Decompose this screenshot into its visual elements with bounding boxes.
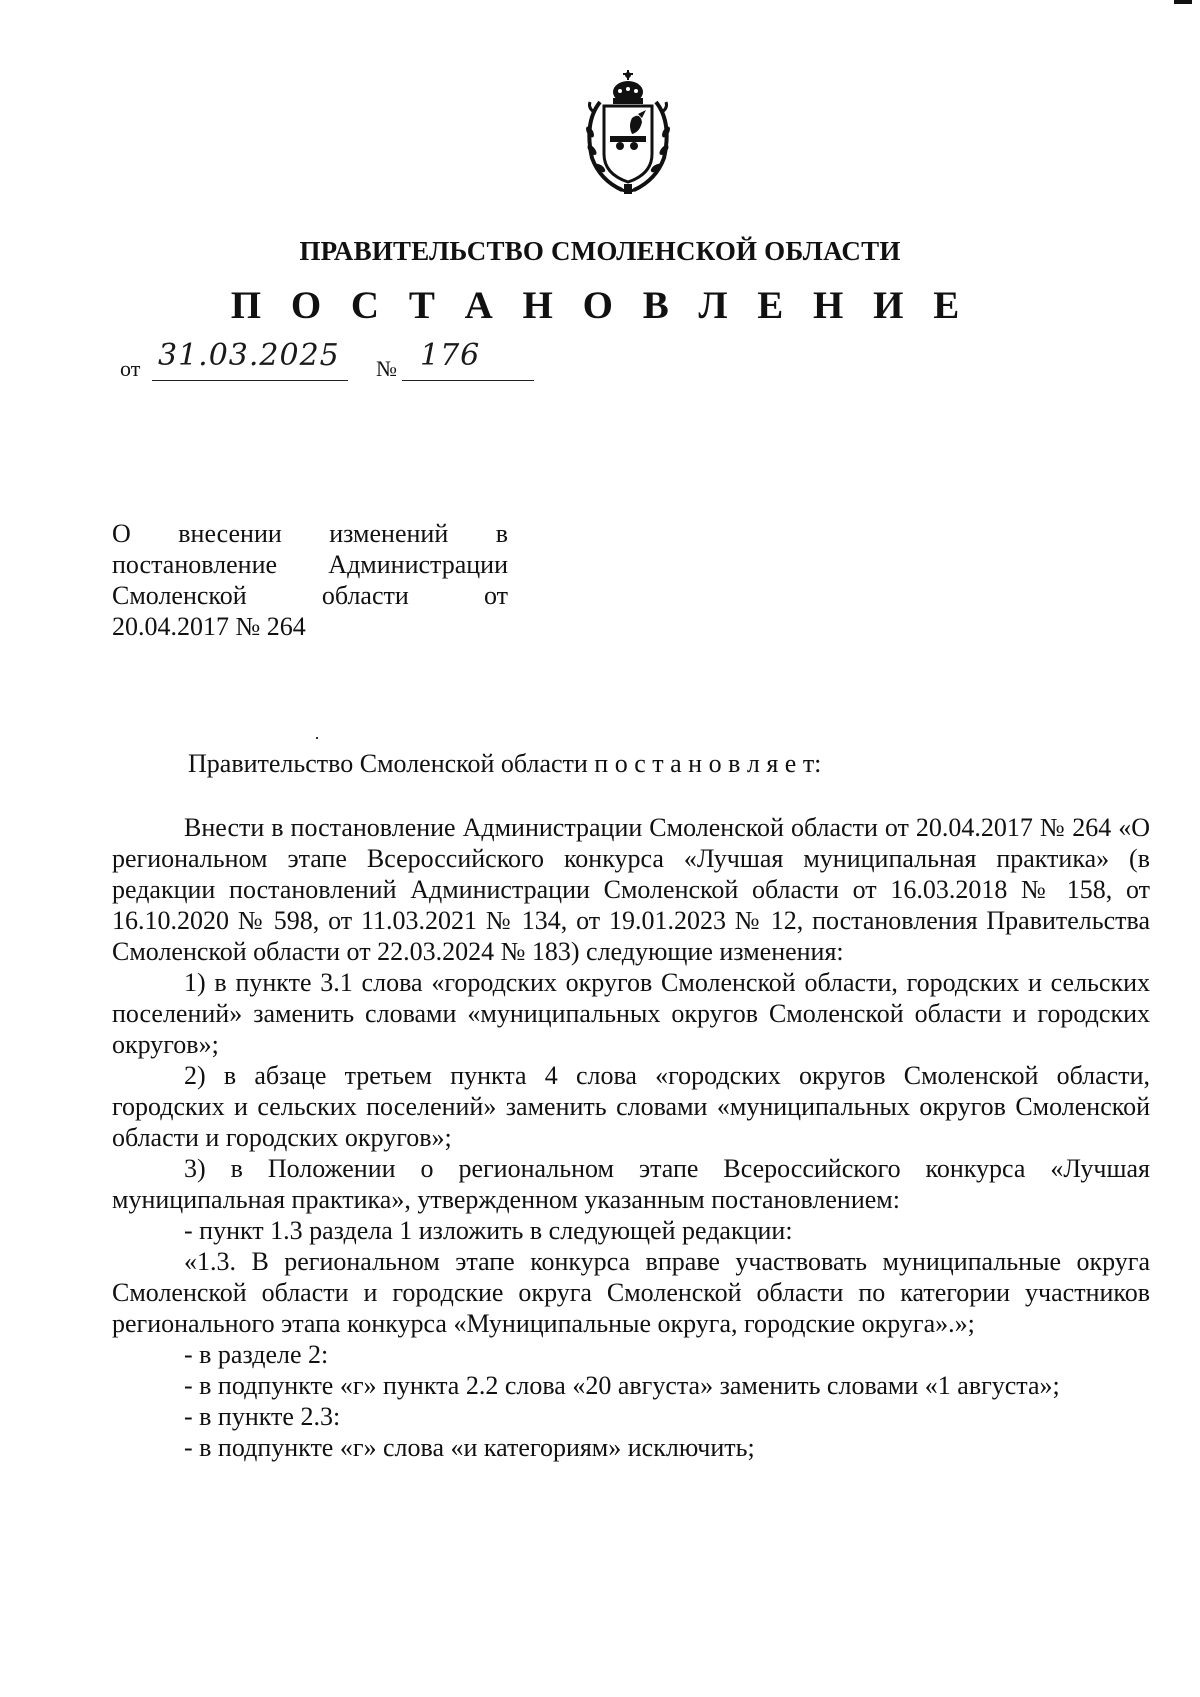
body-paragraph: - в пункте 2.3: bbox=[184, 1402, 341, 1431]
subject-line: О внесении изменений в bbox=[112, 519, 508, 548]
body-paragraph: 2) в абзаце третьем пункта 4 слова «городских округов Смоленской области, городских и сельских поселений» заменить словами «муниципальных округов Смоленской области и городских округов»; bbox=[112, 1061, 1150, 1152]
subject-block bbox=[112, 518, 508, 642]
body-paragraph: - в разделе 2: bbox=[184, 1340, 329, 1369]
preamble: Правительство Смоленской области п о с т а н о в л я е т: bbox=[188, 749, 822, 778]
body-paragraph: - пункт 1.3 раздела 1 изложить в следующей редакции: bbox=[184, 1216, 793, 1245]
from-label: от bbox=[120, 356, 141, 381]
body-paragraph: - в подпункте «г» слова «и категориям» исключить; bbox=[184, 1433, 755, 1462]
number-underline bbox=[402, 380, 534, 381]
document-body bbox=[112, 812, 1150, 1463]
subject-line: постановление Администрации bbox=[112, 550, 508, 579]
body-paragraph: «1.3. В региональном этапе конкурса вправе участвовать муниципальные округа Смоленской области и городские округа Смоленской области по категории участников регионального этапа конкурса «Муниципальные округа, городские округа».»; bbox=[112, 1247, 1150, 1338]
government-title: ПРАВИТЕЛЬСТВО СМОЛЕНСКОЙ ОБЛАСТИ bbox=[299, 236, 901, 266]
scan-edge-mark bbox=[1174, 0, 1192, 4]
date-underline bbox=[152, 380, 348, 381]
body-paragraph: 3) в Положении о региональном этапе Всероссийского конкурса «Лучшая муниципальная практика», утвержденном указанным постановлением: bbox=[112, 1154, 1150, 1214]
smolensk-coat-of-arms-emblem bbox=[570, 62, 686, 202]
number-label: № bbox=[376, 356, 397, 381]
document-type-title: П О С Т А Н О В Л Е Н И Е bbox=[230, 284, 970, 327]
body-paragraph: Внести в постановление Администрации Смоленской области от 20.04.2017 № 264 «О региональном этапе Всероссийского конкурса «Лучшая муниципальная практика» (в редакции постановлений Администрации Смоленской области от 16.03.2018 № 158, от 16.10.2020 № 598, от 11.03.2021 № 134, от 19.01.2023 № 12, постановления Правительства Смоленской области от 22.03.2024 № 183) следующие изменения: bbox=[112, 813, 1150, 966]
stray-dot bbox=[316, 737, 318, 739]
body-paragraph: - в подпункте «г» пункта 2.2 слова «20 августа» заменить словами «1 августа»; bbox=[184, 1371, 1060, 1400]
subject-line: Смоленской области от bbox=[112, 581, 508, 610]
body-paragraph: 1) в пункте 3.1 слова «городских округов Смоленской области, городских и сельских поселений» заменить словами «муниципальных округов Смоленской области и городских округов»; bbox=[112, 968, 1150, 1059]
subject-line: 20.04.2017 № 264 bbox=[112, 612, 306, 641]
handwritten-date: 31.03.2025 bbox=[158, 338, 340, 373]
handwritten-number: 176 bbox=[420, 338, 481, 373]
